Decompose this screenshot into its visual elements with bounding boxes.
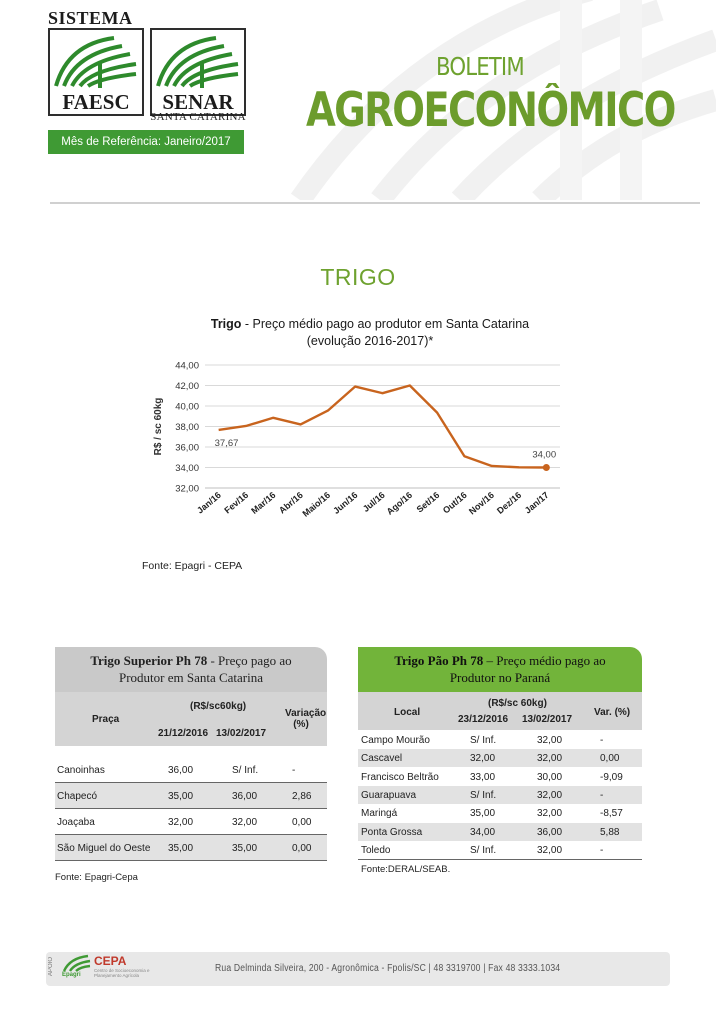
y-tick-label: 42,00 xyxy=(175,381,199,392)
table-cell-var: -9,09 xyxy=(600,771,623,783)
table-pr-title-bold: Trigo Pão Ph 78 xyxy=(394,653,484,668)
table-cell-place: Ponta Grossa xyxy=(361,826,423,838)
table-pr-col-date1: 23/12/2016 xyxy=(458,714,509,725)
x-tick-label: Nov/16 xyxy=(466,489,497,517)
table-cell-v1: 36,00 xyxy=(168,765,194,776)
faesc-logo xyxy=(48,28,144,116)
table-pr-col-local: Local xyxy=(394,707,421,718)
table-cell-place: Cascavel xyxy=(361,753,403,765)
table-cell-var: 0,00 xyxy=(600,753,620,765)
table-cell-var: 5,88 xyxy=(600,826,620,838)
table-cell-v2: 36,00 xyxy=(232,791,258,802)
logo-sistema-text: SISTEMA xyxy=(48,8,133,28)
cepa-label: CEPA xyxy=(94,954,127,968)
y-tick-label: 40,00 xyxy=(175,401,199,413)
table-sc-col-var-line2: (%) xyxy=(293,719,309,730)
y-tick-label: 44,00 xyxy=(175,360,199,372)
y-tick-label: 36,00 xyxy=(175,442,199,454)
table-cell-v2: 32,00 xyxy=(537,844,563,856)
y-tick-label: 34,00 xyxy=(175,463,199,474)
x-tick-label: Jun/16 xyxy=(331,489,360,516)
table-pr-title xyxy=(358,647,642,692)
faesc-logo-icon xyxy=(54,32,138,88)
table-cell-v1: 32,00 xyxy=(470,753,496,765)
table-sc-title-rest: - Preço pago ao xyxy=(207,653,292,668)
table-sc-col-praca: Praça xyxy=(92,714,120,725)
footer-address: Rua Delminda Silveira, 200 - Agronômica - Fpolis/SC | 48 3319700 | Fax 48 3333.1034 xyxy=(215,963,561,974)
table-cell-place: Canoinhas xyxy=(57,765,105,776)
table-cell-var: -8,57 xyxy=(600,808,623,820)
table-cell-v1: 32,00 xyxy=(168,817,194,828)
table-cell-place: Toledo xyxy=(361,844,391,856)
table-cell-place: Chapecó xyxy=(57,791,98,802)
table-sc-source: Fonte: Epagri-Cepa xyxy=(55,872,138,883)
table-cell-var: 0,00 xyxy=(292,843,312,854)
table-cell-var: - xyxy=(600,735,604,746)
table-cell-v1: 34,00 xyxy=(470,826,496,838)
epagri-label: Epagri xyxy=(62,972,81,978)
chart-subtitle: (evolução 2016-2017)* xyxy=(306,334,434,348)
table-cell-var: - xyxy=(292,765,296,776)
x-tick-label: Set/16 xyxy=(414,489,442,515)
x-tick-label: Fev/16 xyxy=(222,489,251,516)
table-cell-v2: 32,00 xyxy=(537,753,563,765)
table-cell-v1: 33,00 xyxy=(470,771,496,783)
table-cell-var: 2,86 xyxy=(292,791,312,802)
table-cell-v2: 35,00 xyxy=(232,843,258,854)
senar-logo xyxy=(150,28,246,116)
santa-catarina-label: SANTA CATARINA xyxy=(150,111,246,123)
x-tick-label: Abr/16 xyxy=(276,489,305,516)
table-pr-col-var: Var. (%) xyxy=(594,707,631,718)
table-sc-col-unit: (R$/sc60kg) xyxy=(190,701,247,712)
table-cell-place: São Miguel do Oeste xyxy=(57,843,151,854)
senar-logo-icon xyxy=(156,32,240,88)
table-cell-v1: 35,00 xyxy=(470,808,496,820)
table-sc-col-var-line1: Variação xyxy=(285,708,327,719)
x-tick-label: Jan/17 xyxy=(522,489,551,516)
table-cell-v1: 35,00 xyxy=(168,791,194,802)
table-bottom-rule xyxy=(358,859,642,860)
table-cell-v2: 36,00 xyxy=(537,826,563,838)
table-sc-col-date1: 21/12/2016 xyxy=(158,728,209,739)
data-label-last: 34,00 xyxy=(532,449,557,461)
table-cell-var: - xyxy=(600,844,604,856)
y-tick-label: 38,00 xyxy=(175,422,199,433)
x-tick-label: Dez/16 xyxy=(495,489,524,516)
table-cell-place: Campo Mourão xyxy=(361,735,430,746)
chart-title-text: - Preço médio pago ao produtor em Santa Catarina xyxy=(241,317,530,331)
chart-title xyxy=(150,316,590,350)
apoio-label: APOIO xyxy=(48,957,54,977)
table-cell-v2: 32,00 xyxy=(232,817,258,828)
table-cell-v2: 32,00 xyxy=(537,789,563,801)
table-cell-place: Joaçaba xyxy=(57,817,95,828)
y-axis-label: R$ / sc 60kg xyxy=(153,397,164,456)
table-cell-v1: S/ Inf. xyxy=(470,844,497,856)
epagri-logo-icon xyxy=(62,954,92,972)
table-pr-col-date2: 13/02/2017 xyxy=(522,714,573,725)
x-tick-label: Jul/16 xyxy=(360,489,387,514)
data-point xyxy=(543,464,550,471)
table-sc-title-bold: Trigo Superior Ph 78 xyxy=(90,653,208,668)
table-cell-place: Maringá xyxy=(361,808,398,820)
table-cell-place: Francisco Beltrão xyxy=(361,771,439,783)
header-divider xyxy=(50,202,700,204)
cepa-subtitle: Centro de Socioeconomia e Planejamento Agrícola xyxy=(94,968,150,978)
senar-label: SENAR xyxy=(162,90,234,114)
table-cell-v2: 32,00 xyxy=(537,735,563,746)
table-cell-var: - xyxy=(600,789,604,801)
table-cell-v2: 32,00 xyxy=(537,808,563,820)
table-sc-title xyxy=(55,647,327,692)
data-label-first: 37,67 xyxy=(214,437,239,449)
table-pr-col-unit: (R$/sc 60kg) xyxy=(488,698,547,709)
x-tick-label: Jan/16 xyxy=(195,489,223,516)
agroeconomico-title: AGROECONÔMICO xyxy=(306,83,675,138)
x-tick-label: Out/16 xyxy=(440,489,469,516)
table-pr-title-rest: – Preço médio pago ao xyxy=(483,653,606,668)
table-sc-title-line2: Produtor em Santa Catarina xyxy=(118,670,264,685)
section-title: TRIGO xyxy=(320,264,396,290)
table-cell-var: 0,00 xyxy=(292,817,312,828)
price-line-chart xyxy=(130,350,570,550)
table-row-divider xyxy=(55,860,327,861)
x-tick-label: Mar/16 xyxy=(249,489,278,516)
faesc-label: FAESC xyxy=(62,90,130,114)
table-cell-v1: 35,00 xyxy=(168,843,194,854)
table-cell-place: Guarapuava xyxy=(361,789,417,801)
x-tick-label: Maio/16 xyxy=(300,489,333,519)
table-cell-v1: S/ Inf. xyxy=(470,735,497,746)
reference-month-banner: Mês de Referência: Janeiro/2017 xyxy=(48,130,244,154)
table-cell-v2: S/ Inf. xyxy=(232,765,259,776)
table-sc-col-date2: 13/02/2017 xyxy=(216,728,267,739)
x-tick-label: Ago/16 xyxy=(384,489,415,517)
table-cell-v1: S/ Inf. xyxy=(470,789,497,801)
y-tick-label: 32,00 xyxy=(175,483,199,495)
table-pr-title-line2: Produtor no Paraná xyxy=(449,670,551,685)
boletim-title: BOLETIM xyxy=(436,52,524,81)
table-cell-v2: 30,00 xyxy=(537,771,563,783)
table-pr-source: Fonte:DERAL/SEAB. xyxy=(361,864,451,875)
table-sc-col-var xyxy=(285,708,327,730)
chart-source: Fonte: Epagri - CEPA xyxy=(142,560,243,572)
chart-title-bold: Trigo xyxy=(210,317,242,331)
